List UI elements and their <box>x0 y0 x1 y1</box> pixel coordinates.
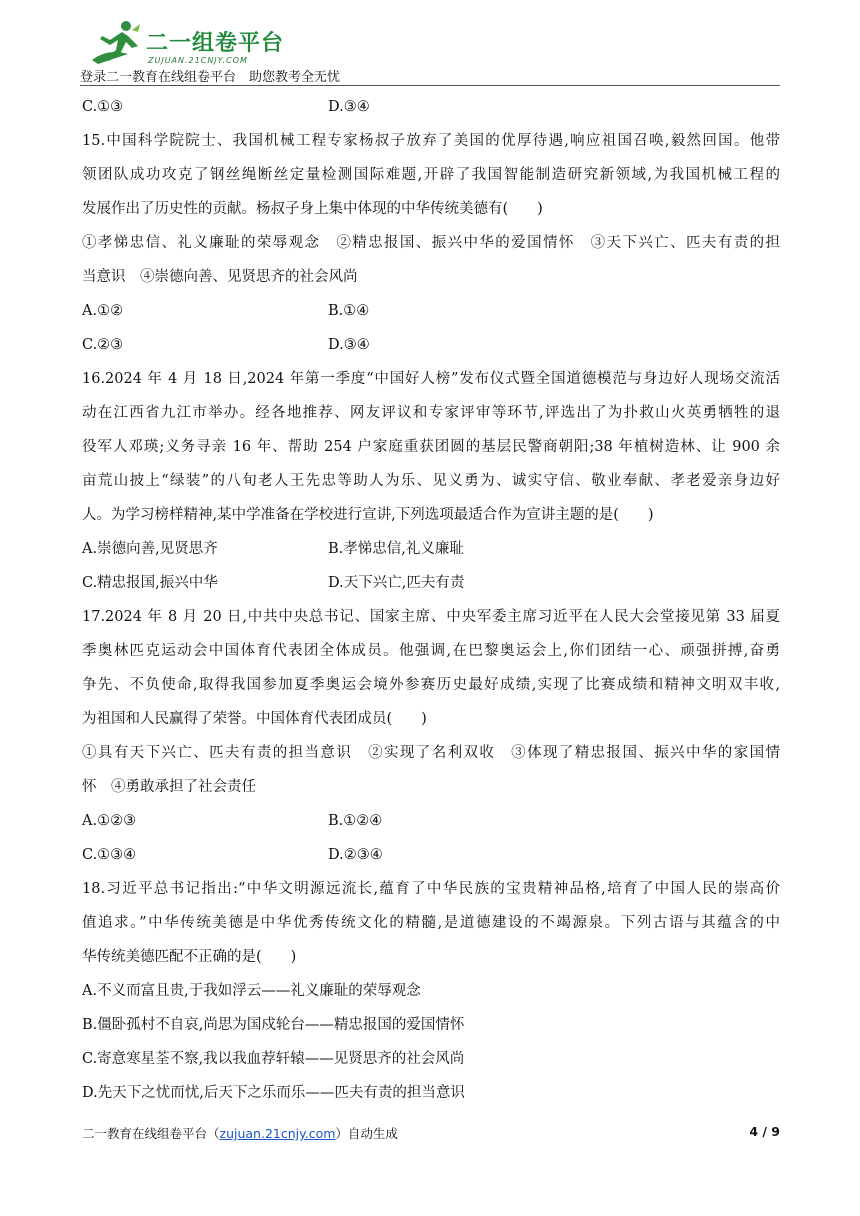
question-line: 动在江西省九江市举办。经各地推荐、网友评议和专家评审等环节,评选出了为扑救山火英勇牺牲的退 <box>82 405 780 421</box>
footer-link[interactable]: zujuan.21cnjy.com <box>219 1126 336 1141</box>
question-16 <box>82 362 780 600</box>
option-c: C.②③ <box>82 337 124 353</box>
options-row <box>82 328 780 362</box>
option-d: D.先天下之忧而忧,后天下之乐而乐——匹夫有责的担当意识 <box>82 1085 465 1101</box>
question-line: 争先、不负使命,取得我国参加夏季奥运会境外参赛历史最好成绩,实现了比赛成绩和精神文明双丰收, <box>82 677 780 693</box>
option-c: C.①③ <box>82 99 124 115</box>
question-line: 领团队成功攻克了钢丝绳断丝定量检测国际难题,开辟了我国智能制造研究新领域,为我国机械工程的 <box>82 167 780 183</box>
question-content <box>82 90 780 1110</box>
footer-prefix: 二一教育在线组卷平台（ <box>82 1126 220 1141</box>
options-row <box>82 532 780 566</box>
footer-source <box>82 1124 398 1142</box>
question-17 <box>82 600 780 872</box>
option-a: A.①②③ <box>82 813 137 829</box>
question-line: 16.2024 年 4 月 18 日,2024 年第一季度“中国好人榜”发布仪式暨全国道德模范与身边好人现场交流活 <box>82 371 780 387</box>
question-line: ①具有天下兴亡、匹夫有责的担当意识 ②实现了名利双收 ③体现了精忠报国、振兴中华的家国情 <box>82 745 780 761</box>
question-line: 18.习近平总书记指出:“中华文明源远流长,蕴育了中华民族的宝贵精神品格,培育了中国人民的崇高价 <box>82 881 780 897</box>
header-divider <box>80 85 780 86</box>
logo[interactable] <box>88 18 288 70</box>
option-b: B.①②④ <box>328 813 383 829</box>
question-line: 当意识 ④崇德向善、见贤思齐的社会风尚 <box>82 269 358 285</box>
option-a: A.不义而富且贵,于我如浮云——礼义廉耻的荣辱观念 <box>82 983 421 999</box>
header-slogan: 登录二一教育在线组卷平台 助您教考全无忧 <box>80 70 341 85</box>
options-row <box>82 804 780 838</box>
question-line: 为祖国和人民赢得了荣誉。中国体育代表团成员( ) <box>82 711 427 727</box>
question-line: 华传统美德匹配不正确的是( ) <box>82 949 297 965</box>
question-18 <box>82 872 780 1110</box>
question-line: 发展作出了历史性的贡献。杨叔子身上集中体现的中华传统美德有( ) <box>82 201 543 217</box>
runner-logo-icon <box>88 18 144 66</box>
question-line: ①孝悌忠信、礼义廉耻的荣辱观念 ②精忠报国、振兴中华的爱国情怀 ③天下兴亡、匹夫有责的担 <box>82 235 780 251</box>
options-row <box>82 294 780 328</box>
page-header <box>80 14 780 86</box>
question-line: 怀 ④勇敢承担了社会责任 <box>82 779 256 795</box>
footer-suffix: ）自动生成 <box>335 1126 398 1141</box>
q14-options-cd <box>82 90 780 124</box>
option-d: D.天下兴亡,匹夫有责 <box>328 575 465 591</box>
question-line: 役军人邓瑛;义务寻亲 16 年、帮助 254 户家庭重获团圆的基层民警商朝阳;38 年植树造林、让 900 余 <box>82 439 780 455</box>
question-line: 15.中国科学院院士、我国机械工程专家杨叔子放弃了美国的优厚待遇,响应祖国召唤,毅然回国。他带 <box>82 133 780 149</box>
option-b: B.①④ <box>328 303 370 319</box>
option-a: A.崇德向善,见贤思齐 <box>82 541 218 557</box>
option-c: C.精忠报国,振兴中华 <box>82 575 218 591</box>
question-line: 季奥林匹克运动会中国体育代表团全体成员。他强调,在巴黎奥运会上,你们团结一心、顽强拼搏,奋勇 <box>82 643 780 659</box>
question-15 <box>82 124 780 362</box>
option-d: D.③④ <box>328 337 370 353</box>
question-line: 17.2024 年 8 月 20 日,中共中央总书记、国家主席、中央军委主席习近平在人民大会堂接见第 33 届夏 <box>82 609 780 625</box>
option-c: C.①③④ <box>82 847 137 863</box>
option-d: D.③④ <box>328 99 370 115</box>
page-number: 4 / 9 <box>749 1124 780 1139</box>
question-line: 值追求。”中华传统美德是中华优秀传统文化的精髓,是道德建设的不竭源泉。下列古语与其蕴含的中 <box>82 915 780 931</box>
logo-subtext: ZUJUAN.21CNJY.COM <box>148 56 248 65</box>
question-line: 人。为学习榜样精神,某中学准备在学校进行宣讲,下列选项最适合作为宣讲主题的是( ) <box>82 507 654 523</box>
option-c: C.寄意寒星荃不察,我以我血荐轩辕——见贤思齐的社会风尚 <box>82 1051 465 1067</box>
option-a: A.①② <box>82 303 124 319</box>
options-row <box>82 566 780 600</box>
options-row <box>82 838 780 872</box>
option-d: D.②③④ <box>328 847 383 863</box>
logo-text: 二一组卷平台 <box>146 31 285 56</box>
question-line: 亩荒山披上“绿装”的八旬老人王先忠等助人为乐、见义勇为、诚实守信、敬业奉献、孝老爱亲身边好 <box>82 473 780 489</box>
option-b: B.孝悌忠信,礼义廉耻 <box>328 541 464 557</box>
option-b: B.僵卧孤村不自哀,尚思为国戍轮台——精忠报国的爱国情怀 <box>82 1017 465 1033</box>
